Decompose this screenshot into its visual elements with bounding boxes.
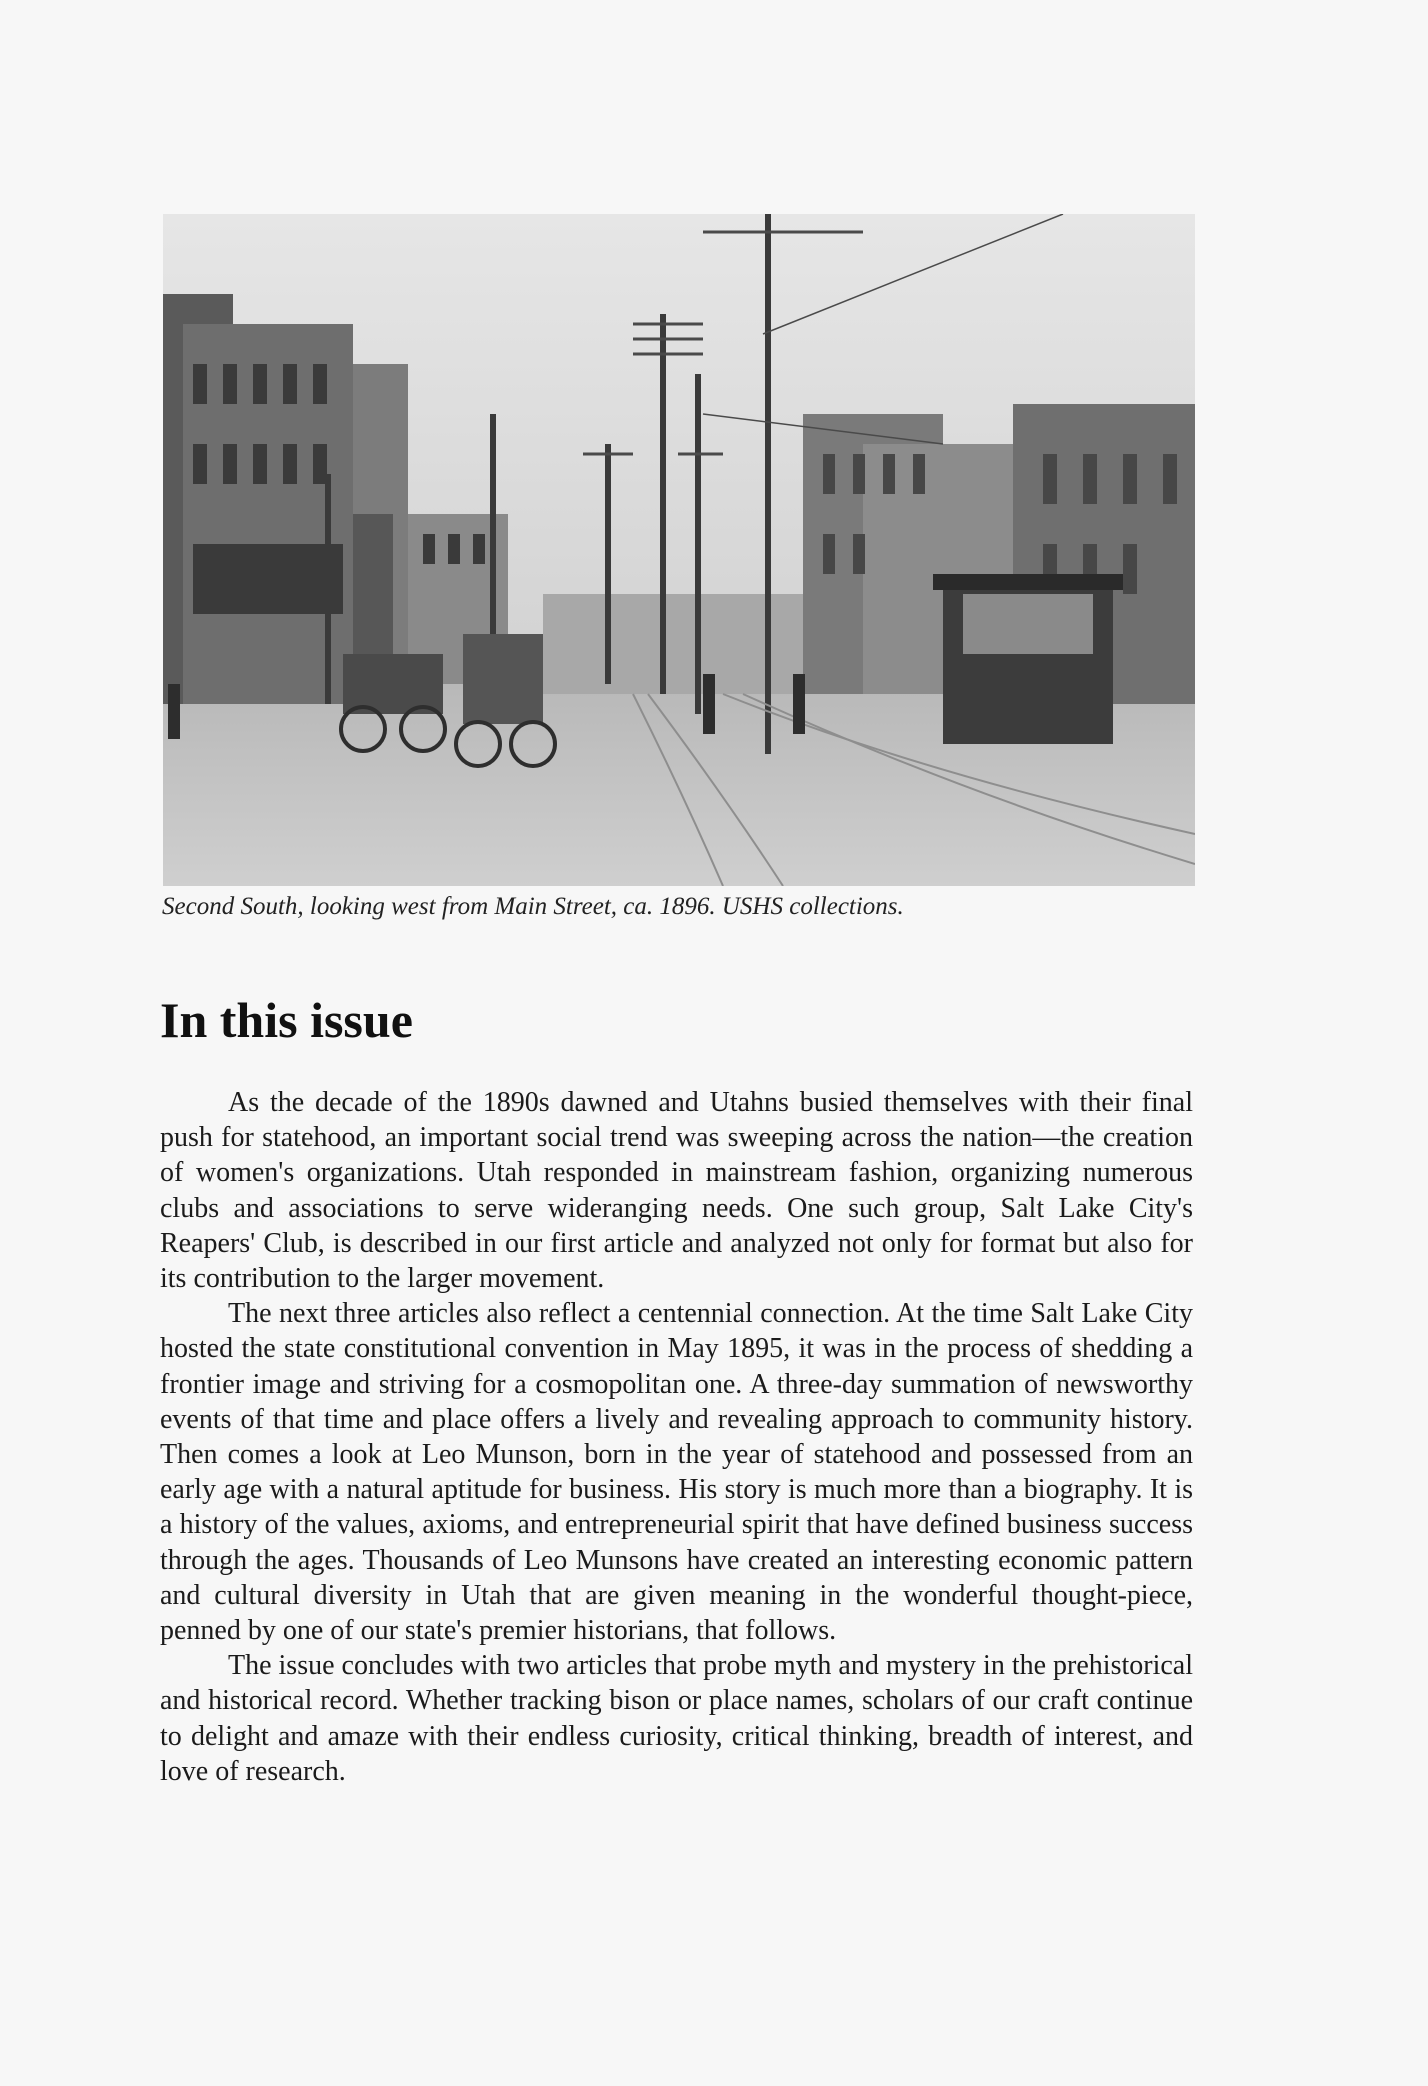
paragraph-3: The issue concludes with two articles that probe myth and mystery in the prehistorical and historical record. Whether tracking bison or place names, scholars of our craft continue to delight and amaze with their endless curiosity, critical thinking, breadth of interest, and love of research. [160,1650,1193,1787]
paragraph-1: As the decade of the 1890s dawned and Utahns busied themselves with their final push for statehood, an important social trend was sweeping across the nation—the creation of women's organizations. Utah responded in mainstream fashion, organizing numerous clubs and associations to serve wideranging needs. One such group, Salt Lake City's Reapers' Club, is described in our first article and analyzed not only for format but also for its contribution to the larger movement. [160,1087,1193,1295]
street-photo-illustration [163,214,1195,886]
photo-caption: Second South, looking west from Main Street, ca. 1896. USHS collections. [162,893,904,920]
article-body [160,1085,1193,1789]
section-heading: In this issue [160,992,413,1048]
street-photograph [163,214,1195,886]
paragraph-2: The next three articles also reflect a centennial connection. At the time Salt Lake City hosted the state constitutional convention in May 1895, it was in the process of shedding a frontier image and striving for a cosmopolitan one. A three-day summation of newsworthy events of that time and place offers a lively and revealing approach to community history. Then comes a look at Leo Munson, born in the year of statehood and possessed from an early age with a natural aptitude for business. His story is much more than a biography. It is a history of the values, axioms, and entrepreneurial spirit that have defined business success through the ages. Thousands of Leo Munsons have created an interesting economic pattern and cultural diversity in Utah that are given meaning in the wonderful thought-piece, penned by one of our state's premier historians, that follows. [160,1298,1193,1647]
